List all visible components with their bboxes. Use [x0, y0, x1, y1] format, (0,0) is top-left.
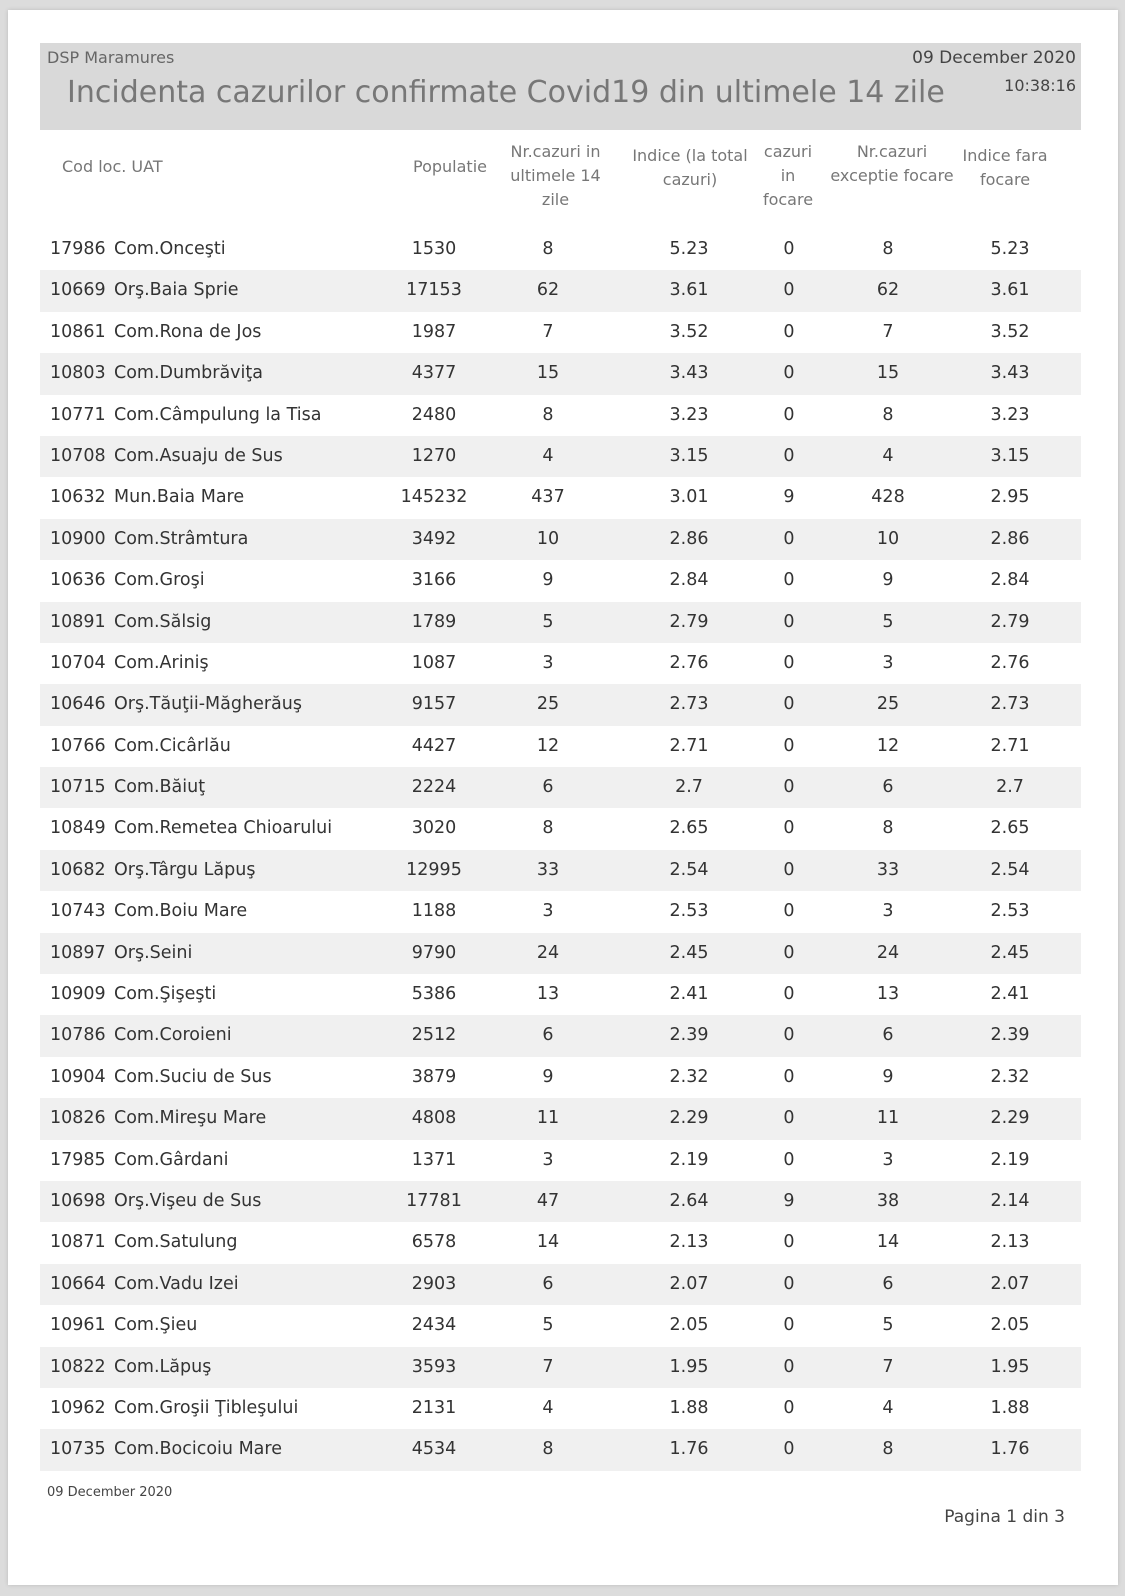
col-header-cazuri: Nr.cazuri in ultimele 14 zile	[510, 142, 601, 209]
cell-cazuri: 6	[542, 1273, 554, 1294]
cell-cod: 10735	[50, 1439, 106, 1460]
cell-uat: Orş.Târgu Lăpuş	[114, 859, 256, 880]
cell-uat: Com.Coroieni	[114, 1025, 232, 1046]
report-title: Incidenta cazurilor confirmate Covid19 din ultimele 14 zile	[67, 75, 945, 110]
cell-cod: 10822	[50, 1356, 106, 1377]
cell-uat: Com.Ariniş	[114, 652, 209, 673]
cell-focare: 0	[783, 1066, 795, 1087]
cell-uat: Orş.Baia Sprie	[114, 280, 239, 301]
cell-cazuri: 5	[542, 1315, 554, 1336]
cell-focare: 0	[783, 404, 795, 425]
cell-uat: Orş.Tăuţii-Măgherăuş	[114, 694, 302, 715]
cell-exceptie: 7	[882, 321, 894, 342]
cell-exceptie: 3	[882, 1149, 894, 1170]
cell-cazuri: 8	[542, 239, 554, 259]
cell-uat: Com.Groşii Ţibleşului	[114, 1397, 299, 1418]
cell-cazuri: 10	[536, 528, 560, 549]
cell-indice: 5.23	[669, 239, 709, 259]
cell-exceptie: 13	[876, 984, 900, 1005]
table-row	[40, 1098, 1081, 1139]
cell-indice-fara: 2.65	[990, 818, 1030, 839]
cell-focare: 0	[783, 1439, 795, 1460]
report-header	[40, 43, 1081, 130]
cell-cazuri: 24	[536, 942, 560, 963]
cell-cazuri: 6	[542, 1025, 554, 1046]
table-row	[40, 684, 1081, 725]
table-row	[40, 850, 1081, 891]
cell-cod: 10826	[50, 1108, 106, 1129]
cell-indice: 2.53	[669, 901, 709, 922]
cell-populatie: 9790	[411, 942, 457, 963]
cell-populatie: 1530	[411, 239, 457, 259]
table-body	[40, 229, 1081, 1471]
cell-indice: 3.52	[669, 321, 709, 342]
pagination: Pagina 1 din 3	[944, 1507, 1065, 1527]
cell-exceptie: 25	[876, 694, 900, 715]
cell-indice-fara: 2.7	[996, 777, 1024, 798]
cell-populatie: 3020	[411, 818, 457, 839]
table-row	[40, 1264, 1081, 1305]
cell-cod: 10871	[50, 1232, 106, 1253]
table-row	[40, 395, 1081, 436]
cell-indice-fara: 2.32	[990, 1066, 1030, 1087]
cell-cod: 10766	[50, 735, 106, 756]
cell-focare: 0	[783, 1397, 795, 1418]
cell-uat: Orş.Seini	[114, 942, 193, 963]
cell-focare: 0	[783, 363, 795, 384]
table-row	[40, 933, 1081, 974]
cell-focare: 0	[783, 859, 795, 880]
cell-indice: 1.95	[669, 1356, 709, 1377]
cell-indice-fara: 5.23	[990, 239, 1030, 259]
cell-exceptie: 4	[882, 1397, 894, 1418]
cell-cazuri: 14	[536, 1232, 560, 1253]
cell-populatie: 4377	[411, 363, 457, 384]
cell-exceptie: 6	[882, 1273, 894, 1294]
cell-populatie: 145232	[400, 487, 468, 508]
table-row	[40, 726, 1081, 767]
table-row	[40, 312, 1081, 353]
cell-indice-fara: 2.19	[990, 1149, 1030, 1170]
cell-populatie: 6578	[411, 1232, 457, 1253]
cell-focare: 0	[783, 1108, 795, 1129]
cell-uat: Com.Bocicoiu Mare	[114, 1439, 282, 1460]
cell-exceptie: 62	[876, 280, 900, 301]
cell-populatie: 1371	[411, 1149, 457, 1170]
cell-exceptie: 24	[876, 942, 900, 963]
report-time: 10:38:16	[1004, 76, 1076, 95]
cell-exceptie: 6	[882, 1025, 894, 1046]
cell-indice: 2.7	[675, 777, 703, 798]
cell-uat: Orş.Vişeu de Sus	[114, 1190, 262, 1211]
cell-focare: 0	[783, 818, 795, 839]
cell-indice: 1.76	[669, 1439, 709, 1460]
cell-indice: 2.54	[669, 859, 709, 880]
cell-cod: 10708	[50, 445, 106, 466]
cell-cod: 10861	[50, 321, 106, 342]
cell-uat: Com.Sălsig	[114, 611, 212, 632]
cell-exceptie: 5	[882, 1315, 894, 1336]
cell-cazuri: 9	[542, 1066, 554, 1087]
cell-cod: 17985	[50, 1149, 106, 1170]
cell-cazuri: 5	[542, 611, 554, 632]
cell-indice: 2.45	[669, 942, 709, 963]
cell-cod: 10743	[50, 901, 106, 922]
cell-populatie: 4808	[411, 1108, 457, 1129]
cell-cazuri: 3	[542, 901, 554, 922]
cell-cazuri: 13	[536, 984, 560, 1005]
cell-indice: 2.19	[669, 1149, 709, 1170]
table-row	[40, 1222, 1081, 1263]
cell-cod: 10698	[50, 1190, 106, 1211]
cell-exceptie: 10	[876, 528, 900, 549]
cell-focare: 0	[783, 611, 795, 632]
report-page	[8, 10, 1118, 1585]
cell-indice-fara: 3.61	[990, 280, 1030, 301]
cell-cod: 10704	[50, 652, 106, 673]
cell-indice: 2.76	[669, 652, 709, 673]
cell-indice-fara: 3.43	[990, 363, 1030, 384]
cell-populatie: 2512	[411, 1025, 457, 1046]
cell-cod: 10715	[50, 777, 106, 798]
cell-cazuri: 7	[542, 1356, 554, 1377]
cell-cazuri: 4	[542, 1397, 554, 1418]
cell-populatie: 3593	[411, 1356, 457, 1377]
cell-populatie: 1987	[411, 321, 457, 342]
cell-cazuri: 12	[536, 735, 560, 756]
cell-uat: Com.Rona de Jos	[114, 321, 262, 342]
table-row	[40, 229, 1081, 270]
cell-cod: 10961	[50, 1315, 106, 1336]
cell-cod: 10786	[50, 1025, 106, 1046]
cell-indice-fara: 2.29	[990, 1108, 1030, 1129]
cell-exceptie: 8	[882, 239, 894, 259]
cell-cod: 10646	[50, 694, 106, 715]
cell-focare: 0	[783, 239, 795, 259]
table-row	[40, 436, 1081, 477]
col-header-indice-fara: Indice fara focare	[962, 146, 1048, 189]
table-row	[40, 1015, 1081, 1056]
cell-exceptie: 8	[882, 404, 894, 425]
cell-uat: Com.Asuaju de Sus	[114, 445, 283, 466]
cell-focare: 0	[783, 321, 795, 342]
cell-exceptie: 12	[876, 735, 900, 756]
cell-cod: 10962	[50, 1397, 106, 1418]
cell-indice-fara: 1.95	[990, 1356, 1030, 1377]
table-row	[40, 974, 1081, 1015]
table-row	[40, 1305, 1081, 1346]
cell-indice: 2.07	[669, 1273, 709, 1294]
cell-cod: 10904	[50, 1066, 106, 1087]
cell-cod: 10664	[50, 1273, 106, 1294]
col-header-populatie: Populatie	[413, 157, 487, 176]
cell-exceptie: 15	[876, 363, 900, 384]
cell-populatie: 1188	[411, 901, 457, 922]
cell-uat: Com.Groşi	[114, 570, 205, 591]
cell-populatie: 3166	[411, 570, 457, 591]
col-header-exceptie: Nr.cazuri exceptie focare	[830, 142, 954, 185]
cell-indice: 2.39	[669, 1025, 709, 1046]
cell-indice: 2.79	[669, 611, 709, 632]
cell-indice-fara: 2.76	[990, 652, 1030, 673]
cell-indice: 2.65	[669, 818, 709, 839]
cell-cod: 10891	[50, 611, 106, 632]
cell-indice-fara: 2.71	[990, 735, 1030, 756]
cell-uat: Com.Dumbrăviţa	[114, 363, 263, 384]
cell-uat: Com.Şieu	[114, 1315, 198, 1336]
cell-cazuri: 9	[542, 570, 554, 591]
cell-populatie: 9157	[411, 694, 457, 715]
cell-indice: 2.84	[669, 570, 709, 591]
cell-cazuri: 3	[542, 652, 554, 673]
col-header-cod-uat: Cod loc. UAT	[62, 157, 163, 176]
table-row	[40, 643, 1081, 684]
cell-uat: Com.Mireşu Mare	[114, 1108, 267, 1129]
cell-indice-fara: 2.86	[990, 528, 1030, 549]
cell-focare: 0	[783, 1356, 795, 1377]
cell-cazuri: 11	[536, 1108, 560, 1129]
cell-populatie: 4427	[411, 735, 457, 756]
cell-uat: Com.Remetea Chioarului	[114, 818, 333, 839]
cell-uat: Com.Onceşti	[114, 239, 226, 259]
cell-indice-fara: 2.53	[990, 901, 1030, 922]
cell-populatie: 2224	[411, 777, 457, 798]
cell-cazuri: 25	[536, 694, 560, 715]
cell-indice: 2.13	[669, 1232, 709, 1253]
table-row	[40, 353, 1081, 394]
cell-indice: 2.73	[669, 694, 709, 715]
table-row	[40, 808, 1081, 849]
cell-exceptie: 5	[882, 611, 894, 632]
cell-indice: 2.71	[669, 735, 709, 756]
cell-indice-fara: 2.95	[990, 487, 1030, 508]
cell-cazuri: 8	[542, 1439, 554, 1460]
cell-uat: Com.Câmpulung la Tisa	[114, 404, 322, 425]
cell-exceptie: 33	[876, 859, 900, 880]
table-row	[40, 1347, 1081, 1388]
cell-uat: Com.Suciu de Sus	[114, 1066, 272, 1087]
table-row	[40, 1140, 1081, 1181]
cell-populatie: 12995	[406, 859, 462, 880]
cell-indice-fara: 1.88	[990, 1397, 1030, 1418]
cell-focare: 0	[783, 1149, 795, 1170]
cell-focare: 0	[783, 942, 795, 963]
cell-cazuri: 6	[542, 777, 554, 798]
cell-cod: 10669	[50, 280, 106, 301]
cell-cod: 10636	[50, 570, 106, 591]
cell-focare: 0	[783, 777, 795, 798]
cell-populatie: 2434	[411, 1315, 457, 1336]
table-row	[40, 767, 1081, 808]
cell-focare: 0	[783, 445, 795, 466]
cell-cod: 10897	[50, 942, 106, 963]
cell-indice-fara: 2.41	[990, 984, 1030, 1005]
cell-cod: 10803	[50, 363, 106, 384]
cell-exceptie: 9	[882, 570, 894, 591]
cell-focare: 0	[783, 1025, 795, 1046]
cell-cazuri: 3	[542, 1149, 554, 1170]
cell-indice-fara: 2.54	[990, 859, 1030, 880]
cell-focare: 0	[783, 280, 795, 301]
cell-uat: Com.Satulung	[114, 1232, 238, 1253]
cell-cazuri: 33	[536, 859, 560, 880]
cell-exceptie: 4	[882, 445, 894, 466]
table-row	[40, 1057, 1081, 1098]
cell-cazuri: 437	[531, 487, 565, 508]
cell-uat: Com.Lăpuş	[114, 1356, 212, 1377]
cell-indice-fara: 2.84	[990, 570, 1030, 591]
cell-indice: 3.61	[669, 280, 709, 301]
cell-focare: 0	[783, 1315, 795, 1336]
cell-uat: Com.Gârdani	[114, 1149, 229, 1170]
cell-indice: 3.23	[669, 404, 709, 425]
cell-uat: Com.Boiu Mare	[114, 901, 248, 922]
cell-cod: 10900	[50, 528, 106, 549]
cell-focare: 0	[783, 570, 795, 591]
cell-indice: 3.01	[669, 487, 709, 508]
cell-focare: 0	[783, 984, 795, 1005]
cell-exceptie: 6	[882, 777, 894, 798]
cell-populatie: 3492	[411, 528, 457, 549]
cell-cazuri: 4	[542, 445, 554, 466]
cell-uat: Com.Băiuţ	[114, 777, 206, 798]
table-row	[40, 560, 1081, 601]
cell-uat: Mun.Baia Mare	[114, 487, 245, 508]
cell-indice-fara: 2.05	[990, 1315, 1030, 1336]
cell-uat: Com.Strâmtura	[114, 528, 249, 549]
col-header-focare: cazuri in focare	[762, 142, 814, 209]
cell-cazuri: 7	[542, 321, 554, 342]
cell-focare: 9	[783, 487, 795, 508]
cell-exceptie: 9	[882, 1066, 894, 1087]
cell-cod: 10632	[50, 487, 106, 508]
cell-indice-fara: 2.07	[990, 1273, 1030, 1294]
table-row	[40, 891, 1081, 932]
cell-indice: 2.05	[669, 1315, 709, 1336]
cell-exceptie: 14	[876, 1232, 900, 1253]
cell-exceptie: 38	[876, 1190, 900, 1211]
cell-populatie: 17781	[406, 1190, 462, 1211]
cell-focare: 9	[783, 1190, 795, 1211]
table-row	[40, 270, 1081, 311]
table-row	[40, 477, 1081, 518]
cell-populatie: 17153	[406, 280, 462, 301]
table-row	[40, 602, 1081, 643]
cell-cod: 10909	[50, 984, 106, 1005]
footer-date: 09 December 2020	[47, 1485, 173, 1500]
cell-indice-fara: 3.52	[990, 321, 1030, 342]
cell-cazuri: 15	[536, 363, 560, 384]
cell-cod: 10771	[50, 404, 106, 425]
cell-indice-fara: 3.23	[990, 404, 1030, 425]
table-header	[40, 140, 1081, 220]
cell-focare: 0	[783, 528, 795, 549]
cell-indice: 3.15	[669, 445, 709, 466]
cell-indice: 2.64	[669, 1190, 709, 1211]
cell-focare: 0	[783, 1273, 795, 1294]
cell-indice-fara: 2.13	[990, 1232, 1030, 1253]
cell-focare: 0	[783, 901, 795, 922]
cell-populatie: 2131	[411, 1397, 457, 1418]
cell-uat: Com.Cicârlău	[114, 735, 231, 756]
cell-uat: Com.Şişeşti	[114, 984, 217, 1005]
cell-exceptie: 8	[882, 1439, 894, 1460]
cell-focare: 0	[783, 694, 795, 715]
cell-indice: 2.41	[669, 984, 709, 1005]
cell-cod: 10682	[50, 859, 106, 880]
cell-indice-fara: 3.15	[990, 445, 1030, 466]
cell-cod: 10849	[50, 818, 106, 839]
cell-populatie: 1270	[411, 445, 457, 466]
cell-indice-fara: 2.45	[990, 942, 1030, 963]
cell-populatie: 1789	[411, 611, 457, 632]
cell-populatie: 1087	[411, 652, 457, 673]
table-row	[40, 1429, 1081, 1470]
table-row	[40, 1181, 1081, 1222]
cell-cazuri: 62	[536, 280, 560, 301]
cell-cazuri: 8	[542, 818, 554, 839]
organization-name: DSP Maramures	[47, 48, 175, 67]
cell-exceptie: 3	[882, 901, 894, 922]
cell-cazuri: 47	[536, 1190, 560, 1211]
cell-indice-fara: 2.14	[990, 1190, 1030, 1211]
cell-populatie: 2480	[411, 404, 457, 425]
cell-indice: 2.32	[669, 1066, 709, 1087]
cell-exceptie: 7	[882, 1356, 894, 1377]
cell-exceptie: 11	[876, 1108, 900, 1129]
cell-exceptie: 428	[871, 487, 905, 508]
cell-cazuri: 8	[542, 404, 554, 425]
cell-indice-fara: 2.73	[990, 694, 1030, 715]
cell-indice: 1.88	[669, 1397, 709, 1418]
cell-populatie: 2903	[411, 1273, 457, 1294]
cell-focare: 0	[783, 652, 795, 673]
cell-indice-fara: 1.76	[990, 1439, 1030, 1460]
cell-populatie: 4534	[411, 1439, 457, 1460]
cell-focare: 0	[783, 735, 795, 756]
table-row	[40, 1388, 1081, 1429]
report-date: 09 December 2020	[912, 48, 1076, 68]
cell-cod: 17986	[50, 239, 106, 259]
cell-uat: Com.Vadu Izei	[114, 1273, 239, 1294]
cell-indice-fara: 2.79	[990, 611, 1030, 632]
cell-exceptie: 3	[882, 652, 894, 673]
cell-populatie: 5386	[411, 984, 457, 1005]
cell-populatie: 3879	[411, 1066, 457, 1087]
cell-indice: 2.86	[669, 528, 709, 549]
cell-indice-fara: 2.39	[990, 1025, 1030, 1046]
table-row	[40, 519, 1081, 560]
cell-indice: 3.43	[669, 363, 709, 384]
cell-focare: 0	[783, 1232, 795, 1253]
col-header-indice: Indice (la total cazuri)	[632, 146, 748, 189]
cell-indice: 2.29	[669, 1108, 709, 1129]
cell-exceptie: 8	[882, 818, 894, 839]
